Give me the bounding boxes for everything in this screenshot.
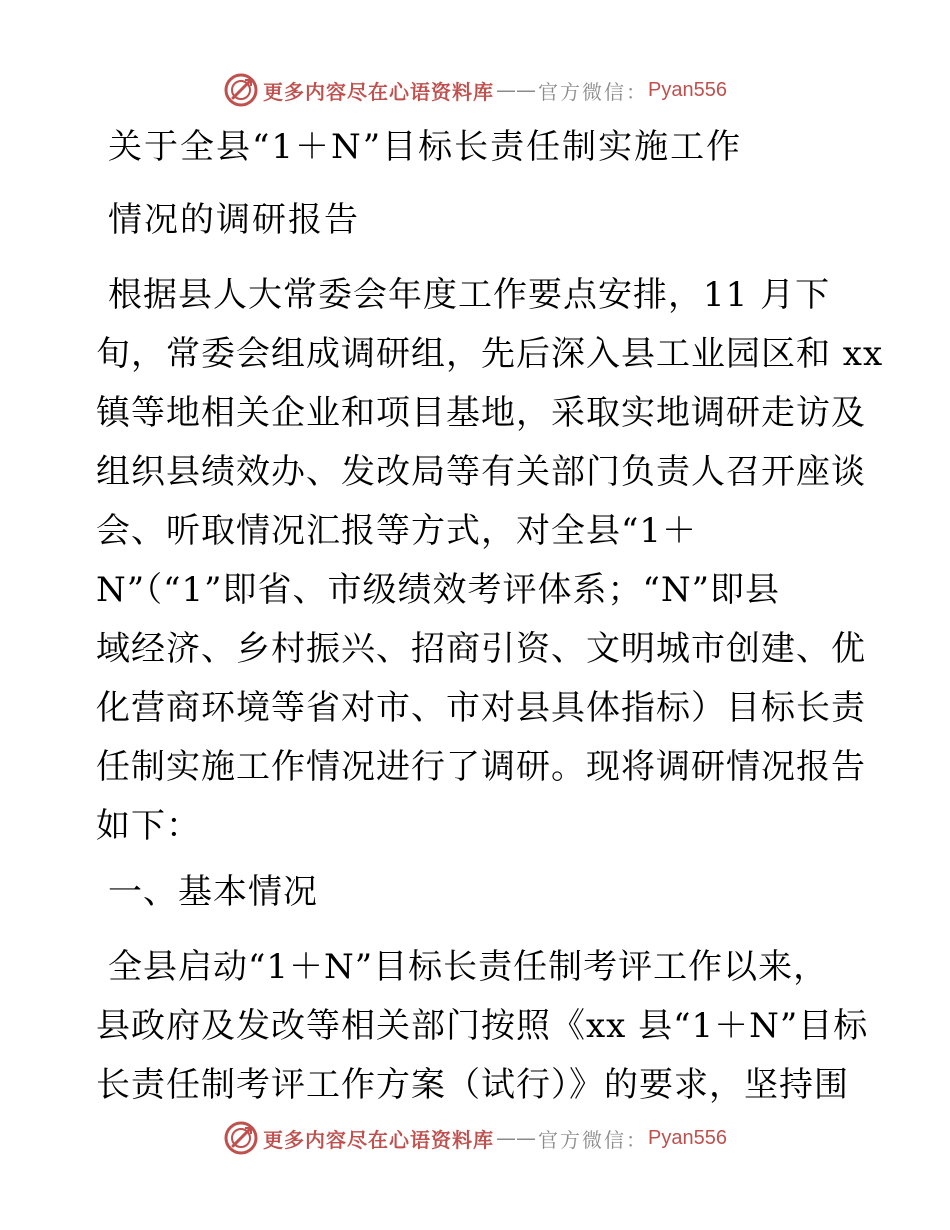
watermark-official-label: 官方微信： bbox=[538, 1127, 649, 1152]
document-title-line-2: 情况的调研报告 bbox=[108, 200, 360, 240]
watermark-official-label: 官方微信： bbox=[538, 79, 649, 104]
intro-line-4: 组织县绩效办、发改局等有关部门负责人召开座谈 bbox=[96, 452, 866, 492]
intro-line-10: 如下： bbox=[96, 806, 201, 846]
intro-line-5: 会、听取情况汇报等方式，对全县“1＋ bbox=[96, 511, 698, 551]
watermark-banner-top bbox=[0, 68, 950, 112]
watermark-promo-text: 更多内容尽在心语资料库 bbox=[263, 79, 495, 104]
watermark-separator: —— bbox=[496, 1126, 537, 1150]
watermark-wechat-id: Pyan556 bbox=[648, 1126, 727, 1149]
intro-line-2: 旬，常委会组成调研组，先后深入县工业园区和 xx bbox=[96, 334, 884, 374]
intro-line-6: N”（“1”即省、市级绩效考评体系；“N”即县 bbox=[96, 570, 781, 610]
section-line-2: 县政府及发改等相关部门按照《xx 县“1＋N”目标 bbox=[96, 1006, 869, 1046]
intro-line-9: 任制实施工作情况进行了调研。现将调研情况报告 bbox=[96, 747, 866, 787]
section-line-3: 长责任制考评工作方案（试行）》的要求，坚持围 bbox=[96, 1065, 849, 1105]
intro-line-3: 镇等地相关企业和项目基地，采取实地调研走访及 bbox=[96, 393, 866, 433]
intro-line-7: 域经济、乡村振兴、招商引资、文明城市创建、优 bbox=[96, 629, 866, 669]
section-heading: 一、基本情况 bbox=[108, 872, 318, 912]
intro-line-8: 化营商环境等省对市、市对县具体指标）目标长责 bbox=[96, 688, 866, 728]
document-title-line-1: 关于全县“1＋N”目标长责任制实施工作 bbox=[108, 127, 743, 167]
watermark-banner-bottom bbox=[0, 1116, 950, 1160]
section-line-1: 全县启动“1＋N”目标长责任制考评工作以来， bbox=[108, 947, 829, 987]
watermark-wechat-id: Pyan556 bbox=[648, 78, 727, 101]
seal-logo-icon bbox=[223, 1120, 259, 1156]
watermark-separator: —— bbox=[496, 78, 537, 102]
watermark-promo-text: 更多内容尽在心语资料库 bbox=[263, 1127, 495, 1152]
intro-line-1: 根据县人大常委会年度工作要点安排，11 月下 bbox=[108, 275, 831, 315]
seal-logo-icon bbox=[223, 72, 259, 108]
